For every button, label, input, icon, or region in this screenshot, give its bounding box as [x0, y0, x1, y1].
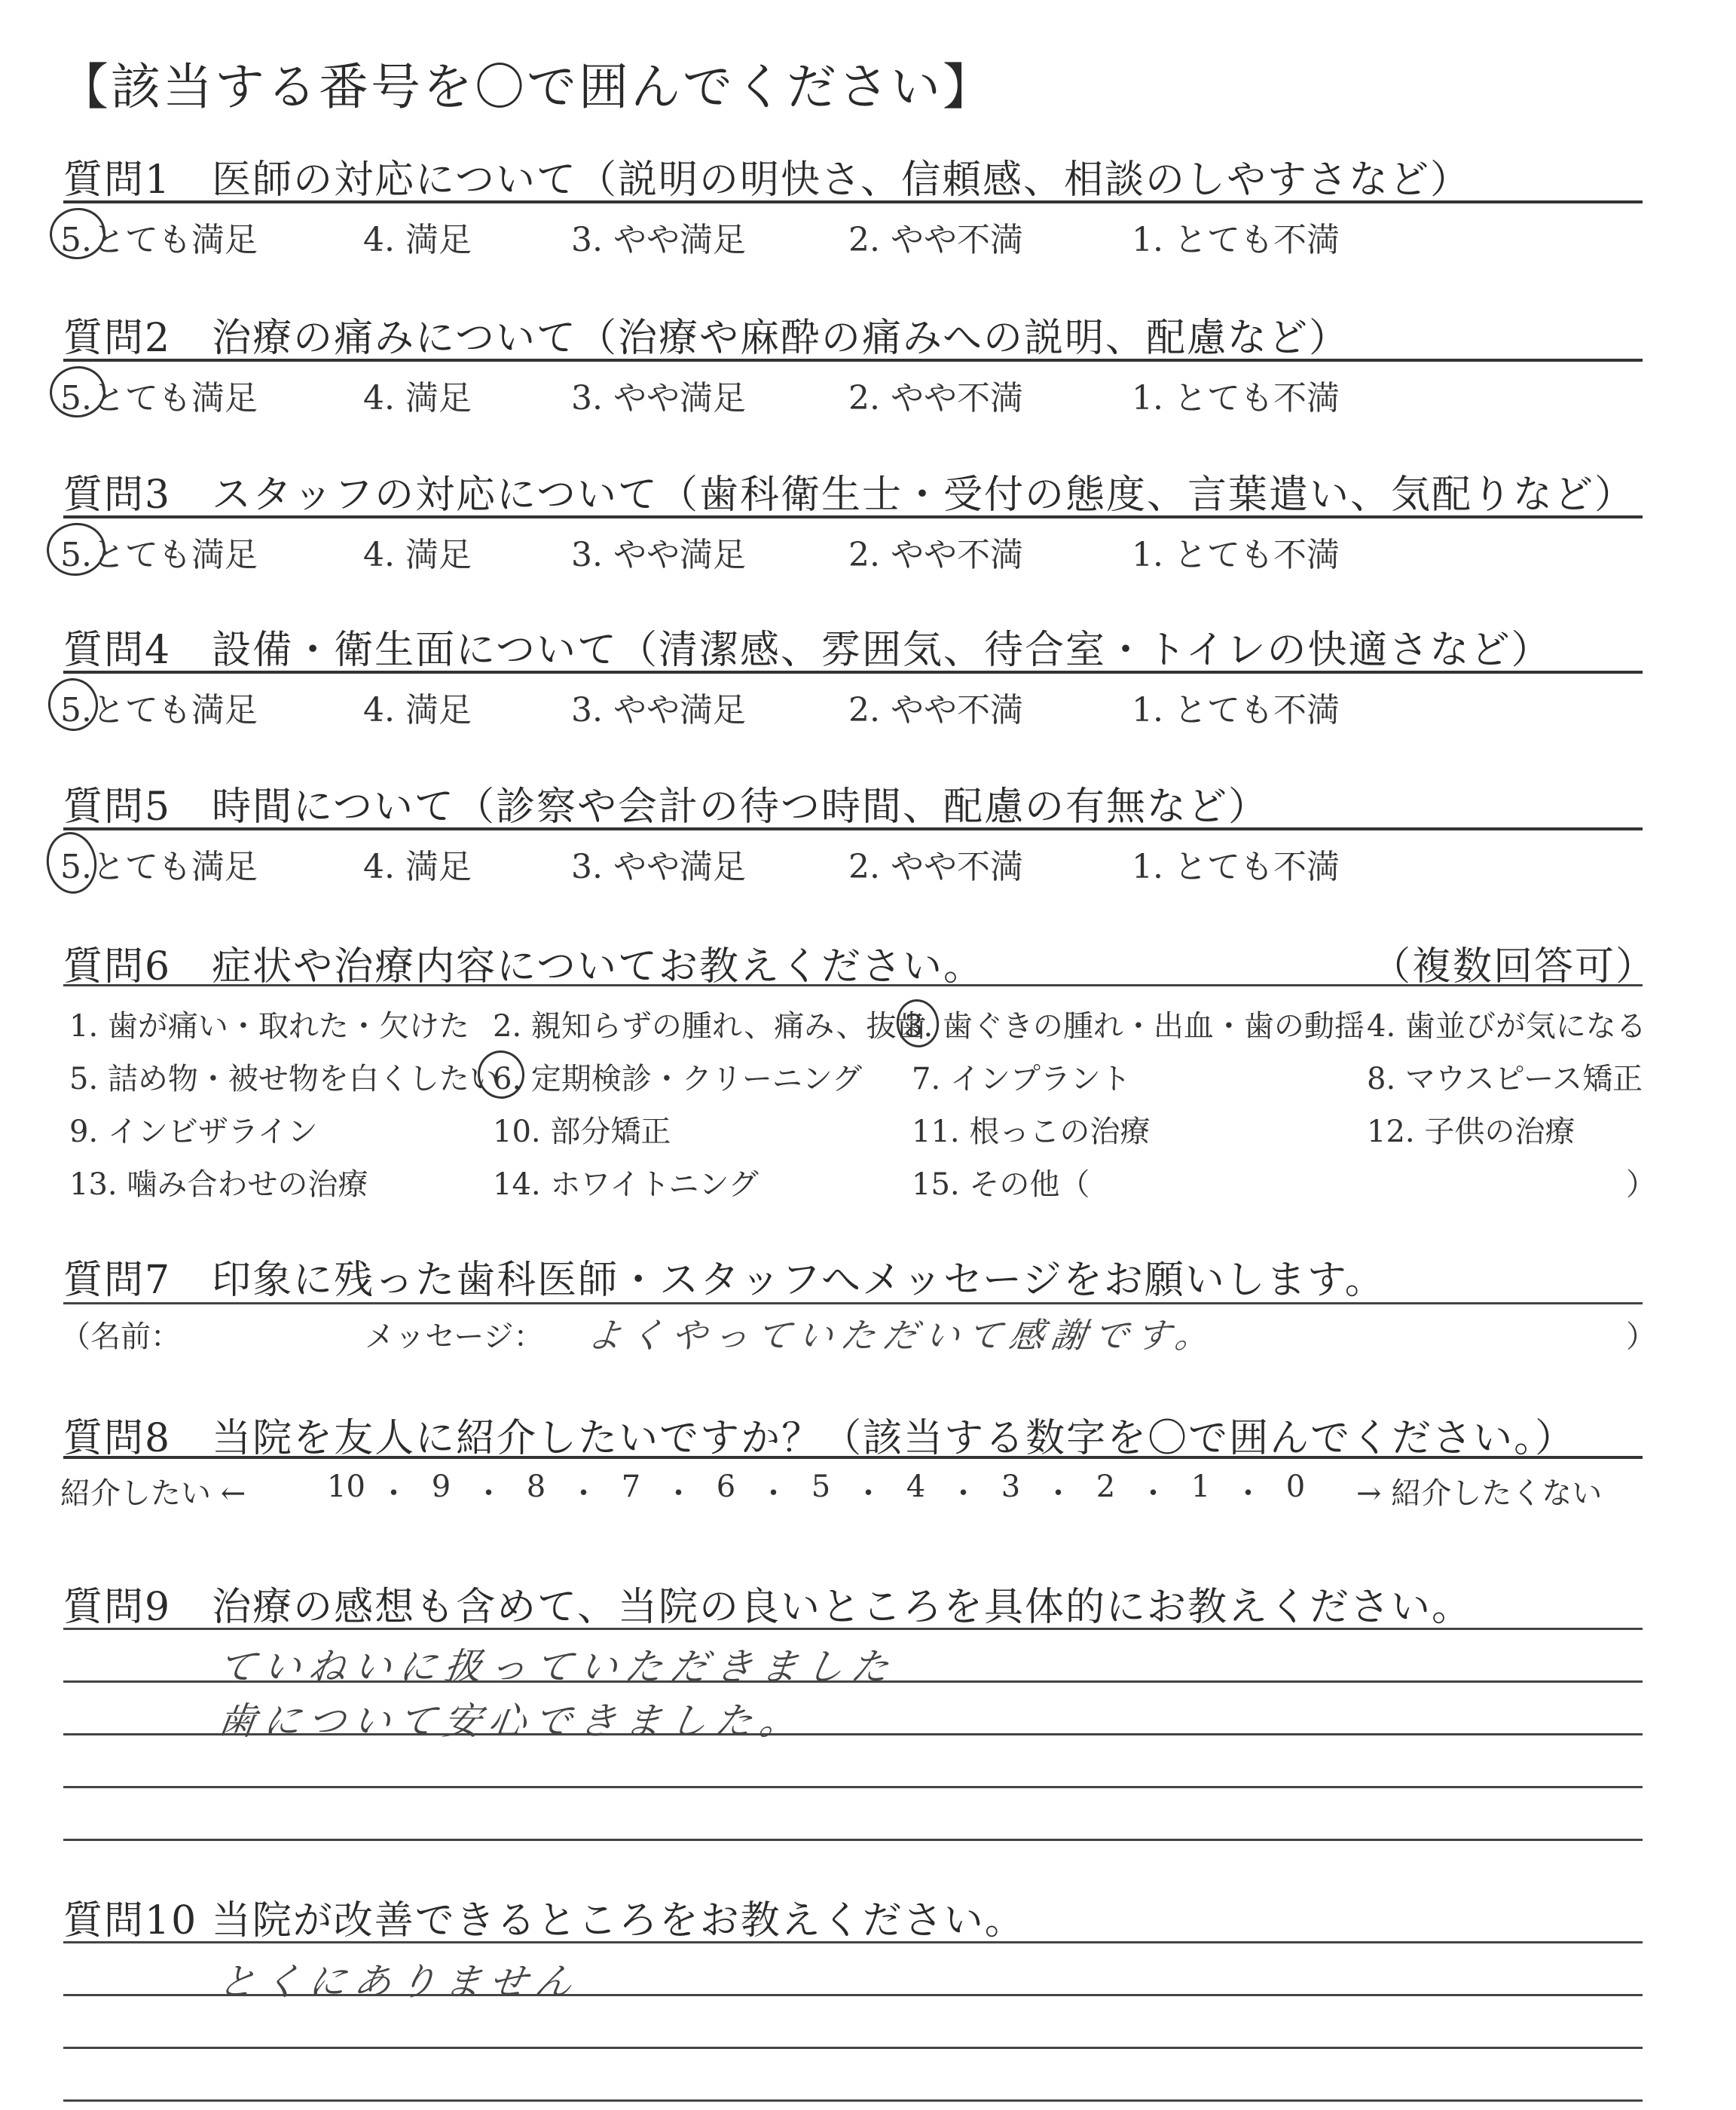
q1-option-1[interactable]: 1. とても不満 [1132, 221, 1340, 259]
q6-item-13[interactable]: 13. 噛み合わせの治療 [69, 1167, 368, 1202]
divider [63, 1456, 1643, 1459]
scale-separator: ・ [568, 1476, 599, 1511]
q6-item-6[interactable]: 6. 定期検診・クリーニング [493, 1062, 863, 1096]
q6-item-15[interactable]: 15. その他（ [912, 1167, 1090, 1202]
scale-option-6[interactable]: 6 [716, 1469, 736, 1504]
q2-option-4[interactable]: 4. 満足 [363, 379, 472, 417]
q5-option-1[interactable]: 1. とても不満 [1132, 848, 1340, 886]
q1-option-4[interactable]: 4. 満足 [363, 221, 472, 259]
q7-message-label: メッセージ： [365, 1320, 544, 1354]
scale-separator: ・ [1138, 1476, 1169, 1511]
q6-item-11[interactable]: 11. 根っこの治療 [912, 1115, 1151, 1149]
q5-option-4[interactable]: 4. 満足 [363, 848, 472, 886]
divider [63, 827, 1643, 830]
scale-separator: ・ [378, 1476, 409, 1511]
question-8-title: 質問8 当院を友人に紹介したいですか？（該当する数字を〇で囲んでください。） [63, 1416, 1576, 1461]
q8-scale [322, 1469, 1319, 1512]
scale-option-5[interactable]: 5 [811, 1469, 831, 1504]
form-header: 【該当する番号を〇で囲んでください】 [59, 58, 995, 116]
q6-item-12[interactable]: 12. 子供の治療 [1367, 1115, 1576, 1149]
q6-item-9[interactable]: 9. インビザライン [69, 1115, 318, 1149]
q2-option-5[interactable]: 5.とても満足 [60, 379, 258, 417]
scale-separator: ・ [1233, 1476, 1264, 1511]
q3-option-1[interactable]: 1. とても不満 [1132, 536, 1340, 574]
question-1-title: 質問1 医師の対応について（説明の明快さ、信頼感、相談のしやすさなど） [63, 157, 1471, 203]
answer-line [63, 1628, 1643, 1630]
scale-option-9[interactable]: 9 [431, 1469, 451, 1504]
question-10-title: 質問10 当院が改善できるところをお教えください。 [63, 1898, 1025, 1943]
scale-separator: ・ [1043, 1476, 1074, 1511]
q6-item-7[interactable]: 7. インプラント [912, 1062, 1131, 1096]
answer-line [63, 2099, 1643, 2102]
q1-option-3[interactable]: 3. やや満足 [571, 221, 746, 259]
question-4-title: 質問4 設備・衛生面について（清潔感、雰囲気、待合室・トイレの快適さなど） [63, 628, 1552, 673]
q4-option-1[interactable]: 1. とても不満 [1132, 691, 1340, 729]
scale-separator: ・ [853, 1476, 884, 1511]
scale-option-0[interactable]: 0 [1285, 1469, 1306, 1504]
divider [63, 984, 1643, 986]
question-6-title: 質問6 症状や治療内容についてお教えください。 [63, 944, 985, 989]
q5-option-2[interactable]: 2. やや不満 [848, 848, 1023, 886]
q7-close: ） [1626, 1320, 1656, 1354]
scale-option-7[interactable]: 7 [621, 1469, 641, 1504]
q6-item-14[interactable]: 14. ホワイトニング [493, 1167, 759, 1202]
q3-option-2[interactable]: 2. やや不満 [848, 536, 1023, 574]
q3-option-5[interactable]: 5.とても満足 [60, 536, 258, 574]
q6-other-close: ） [1626, 1167, 1656, 1202]
question-3-title: 質問3 スタッフの対応について（歯科衛生士・受付の態度、言葉遣い、気配りなど） [63, 472, 1636, 518]
answer-line [63, 2047, 1643, 2049]
q4-option-4[interactable]: 4. 満足 [363, 691, 472, 729]
answer-line [63, 1941, 1643, 1943]
q5-option-5[interactable]: 5.とても満足 [60, 848, 258, 886]
q2-option-1[interactable]: 1. とても不満 [1132, 379, 1340, 417]
q4-option-3[interactable]: 3. やや満足 [571, 691, 746, 729]
scale-option-4[interactable]: 4 [906, 1469, 926, 1504]
scale-option-8[interactable]: 8 [526, 1469, 546, 1504]
q2-option-3[interactable]: 3. やや満足 [571, 379, 746, 417]
q5-option-3[interactable]: 3. やや満足 [571, 848, 746, 886]
q9-answer-line-1[interactable]: ていねいに扱っていただきました [215, 1645, 900, 1689]
q3-option-3[interactable]: 3. やや満足 [571, 536, 746, 574]
q2-option-2[interactable]: 2. やや不満 [848, 379, 1023, 417]
question-6-note: （複数回答可） [1371, 944, 1657, 989]
q6-item-1[interactable]: 1. 歯が痛い・取れた・欠けた [69, 1009, 469, 1044]
q10-answer-line-1[interactable]: とくにありません [215, 1960, 583, 2004]
q6-item-4[interactable]: 4. 歯並びが気になる [1367, 1009, 1646, 1044]
question-2-title: 質問2 治療の痛みについて（治療や麻酔の痛みへの説明、配慮など） [63, 316, 1350, 361]
answer-line [63, 1786, 1643, 1788]
scale-option-3[interactable]: 3 [1001, 1469, 1021, 1504]
q1-option-5[interactable]: 5.とても満足 [60, 221, 258, 259]
divider [63, 515, 1643, 518]
scale-separator: ・ [758, 1476, 789, 1511]
divider [63, 200, 1643, 203]
q7-message-handwritten[interactable]: よくやっていただいて感謝です。 [584, 1315, 1221, 1356]
q6-item-2[interactable]: 2. 親知らずの腫れ、痛み、抜歯 [493, 1009, 927, 1044]
question-7-title: 質問7 印象に残った歯科医師・スタッフへメッセージをお願いします。 [63, 1258, 1386, 1303]
q3-option-4[interactable]: 4. 満足 [363, 536, 472, 574]
question-5-title: 質問5 時間について（診察や会計の待つ時間、配慮の有無など） [63, 784, 1270, 830]
q6-item-5[interactable]: 5. 詰め物・被せ物を白くしたい [69, 1062, 500, 1096]
answer-line [63, 1839, 1643, 1841]
question-9-title: 質問9 治療の感想も含めて、当院の良いところを具体的にお教えください。 [63, 1585, 1473, 1630]
q4-option-5[interactable]: 5.とても満足 [60, 691, 258, 729]
q6-item-8[interactable]: 8. マウスピース矯正 [1367, 1062, 1643, 1096]
scale-separator: ・ [948, 1476, 979, 1511]
q6-item-3[interactable]: 3. 歯ぐきの腫れ・出血・歯の動揺 [904, 1009, 1365, 1044]
scale-option-1[interactable]: 1 [1190, 1469, 1211, 1504]
scale-separator: ・ [663, 1476, 694, 1511]
scale-option-2[interactable]: 2 [1096, 1469, 1116, 1504]
q4-option-2[interactable]: 2. やや不満 [848, 691, 1023, 729]
q9-answer-line-2[interactable]: 歯について安心できました。 [215, 1699, 808, 1743]
scale-option-10[interactable]: 10 [327, 1469, 365, 1504]
q7-name-label: （名前： [60, 1320, 181, 1354]
q8-right-label: → 紹介したくない [1356, 1476, 1603, 1511]
q1-option-2[interactable]: 2. やや不満 [848, 221, 1023, 259]
divider [63, 359, 1643, 362]
divider [63, 1302, 1643, 1304]
divider [63, 671, 1643, 674]
q8-left-label: 紹介したい ← [60, 1476, 246, 1511]
scale-separator: ・ [473, 1476, 504, 1511]
q6-item-10[interactable]: 10. 部分矯正 [493, 1115, 671, 1149]
